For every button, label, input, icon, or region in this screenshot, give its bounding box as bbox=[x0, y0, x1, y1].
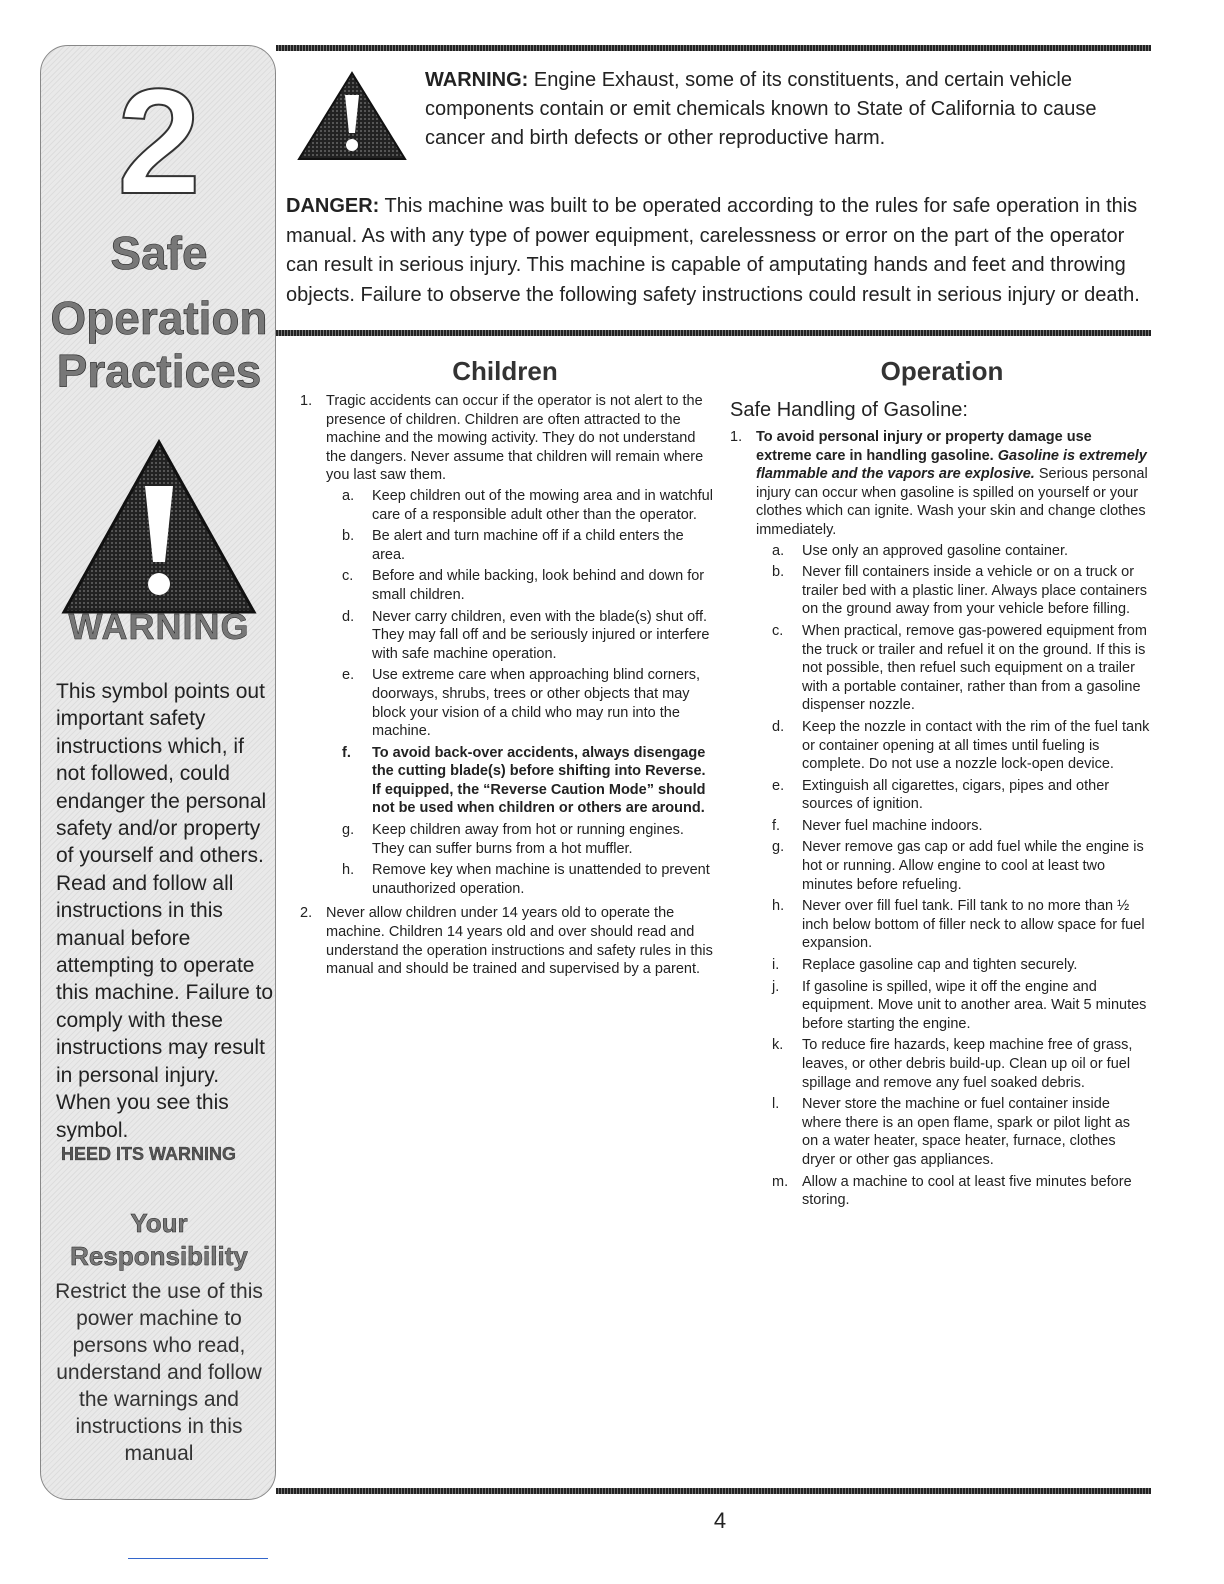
sub-item-letter: b. bbox=[772, 564, 785, 581]
danger-text: This machine was built to be operated according to the rules for safe operation in this manual. As with any type of power equipment, carelessness or error on the part of the operator can result in serious injury. This machine is capable of amputating hands and feet and throwing objects. Failure to observe the following safety instructions could result in serious injury or death. bbox=[286, 195, 1140, 306]
page-number: 4 bbox=[713, 1508, 727, 1533]
sub-item-text: If gasoline is spilled, wipe it off the engine and equipment. Move unit to another area. Wait 5 minutes before starting the engine. bbox=[802, 978, 1147, 1032]
sub-item bbox=[326, 861, 718, 898]
item-number: 1. bbox=[730, 429, 743, 445]
sidebar-panel bbox=[40, 45, 276, 1500]
footer-line bbox=[128, 1558, 268, 1559]
item-text-regular: Serious personal injury can occur when gasoline is spilled on yourself or your clothes which can ignite. Wash your skin and change clothes immediately. bbox=[756, 466, 1148, 538]
sub-item-letter: f. bbox=[342, 744, 351, 761]
warning-lead: WARNING: bbox=[425, 69, 529, 91]
responsibility-heading-your: Your bbox=[130, 1208, 188, 1238]
sub-item-letter: e. bbox=[772, 777, 785, 794]
sub-item-text: To reduce fire hazards, keep machine free of grass, leaves, or other debris build-up. Clean up oil or fuel spillage and remove any fuel soaked debris. bbox=[802, 1037, 1133, 1091]
warning-text: Engine Exhaust, some of its constituents, and certain vehicle components contain or emit chemicals known to State of California to cause cancer and birth defects or other reproductive harm. bbox=[425, 69, 1097, 149]
sub-item-letter: d. bbox=[772, 718, 785, 735]
sub-item-letter: h. bbox=[342, 862, 355, 879]
list-item bbox=[300, 392, 718, 901]
sub-item-letter: f. bbox=[772, 817, 781, 834]
sub-item bbox=[326, 487, 718, 524]
danger-notice bbox=[286, 192, 1146, 310]
sub-item-text: Use only an approved gasoline container. bbox=[802, 542, 1069, 559]
item-text bbox=[756, 428, 1150, 540]
sub-item bbox=[756, 817, 1150, 836]
sub-item-text: Never store the machine or fuel container inside where there is an open flame, spark or pilot light as on a water heater, space heater, furnace, clothes dryer or other gas appliances. bbox=[802, 1096, 1131, 1168]
sub-item-text: When practical, remove gas-powered equipment from the truck or trailer and refuel it on the ground. If this is not possible, then refuel such equipment on a trailer with a portable container, rather than from a gasoline dispenser nozzle. bbox=[802, 622, 1147, 714]
sub-item bbox=[756, 838, 1150, 894]
sub-item bbox=[756, 542, 1150, 561]
sub-item-letter: i. bbox=[772, 957, 780, 974]
children-section bbox=[300, 392, 718, 982]
gasoline-subheading: Safe Handling of Gasoline: bbox=[730, 399, 968, 421]
sub-item-letter: g. bbox=[342, 822, 355, 839]
sub-item-letter: c. bbox=[772, 622, 784, 639]
sub-item-letter: m. bbox=[772, 1173, 789, 1190]
sub-item-text: Be alert and turn machine off if a child enters the area. bbox=[372, 528, 684, 563]
sub-item bbox=[756, 897, 1150, 953]
sub-item bbox=[756, 978, 1150, 1034]
california-warning bbox=[425, 66, 1140, 153]
children-heading: Children bbox=[452, 356, 558, 386]
sub-item-text: Replace gasoline cap and tighten securely. bbox=[802, 957, 1078, 974]
sub-item bbox=[756, 563, 1150, 619]
item-text: Tragic accidents can occur if the operator is not alert to the presence of children. Children are often attracted to the machine and the mowing activity. They do not understand the dangers. Never assume that children will remain where you last saw them. bbox=[326, 393, 704, 484]
sub-item-text: To avoid back-over accidents, always disengage the cutting blade(s) before shifting into Reverse. If equipped, the “Reverse Caution Mode” should not be used when children or others are around. bbox=[372, 744, 706, 817]
warning-triangle-icon bbox=[59, 434, 259, 634]
item-number: 2. bbox=[300, 905, 313, 922]
sub-item-letter: e. bbox=[342, 667, 355, 684]
sub-item-letter: a. bbox=[772, 542, 785, 559]
sub-item-text: Never fuel machine indoors. bbox=[802, 817, 983, 834]
sub-item-text: Never remove gas cap or add fuel while the engine is hot or running. Allow engine to cool at least two minutes before refueling. bbox=[802, 839, 1144, 893]
sub-item-text: Keep children away from hot or running engines. They can suffer burns from a hot muffler. bbox=[372, 822, 684, 857]
item-text: Never allow children under 14 years old to operate the machine. Children 14 years old and over should read and understand the operation instructions and safety rules in this manual and should be trained and supervised by a parent. bbox=[326, 905, 713, 978]
sub-item bbox=[326, 608, 718, 664]
chapter-title-safe: Safe bbox=[110, 227, 208, 279]
item-text-bold: To avoid personal injury or property damage use extreme care in handling gasoline. bbox=[756, 429, 1092, 464]
sub-item-letter: h. bbox=[772, 898, 785, 915]
sub-item bbox=[756, 1173, 1150, 1210]
sub-item-letter: k. bbox=[772, 1037, 784, 1054]
symbol-explanation: This symbol points out important safety instructions which, if not followed, could endanger the personal safety and/or property of yourself and others. Read and follow all instructions in this manual before attempting to operate this machine. Failure to comply with these instructions may result in personal injury. When you see this symbol. bbox=[56, 680, 274, 1142]
sub-item bbox=[756, 956, 1150, 975]
sub-item-text: Before and while backing, look behind and down for small children. bbox=[372, 568, 705, 603]
operation-section bbox=[730, 398, 1150, 1216]
sub-item-text: Remove key when machine is unattended to prevent unauthorized operation. bbox=[372, 862, 710, 897]
sub-item-letter: a. bbox=[342, 487, 355, 504]
sub-item-text: Never carry children, even with the blade(s) shut off. They may fall off and be seriously injured or interfere with safe machine operation. bbox=[372, 608, 710, 662]
sub-item-text: Never over fill fuel tank. Fill tank to no more than ½ inch below bottom of filler neck to allow space for fuel expansion. bbox=[802, 898, 1145, 952]
sub-item bbox=[326, 666, 718, 740]
sub-item bbox=[756, 1036, 1150, 1092]
sub-item-text: Never fill containers inside a vehicle or on a truck or trailer bed with a plastic liner. Always place containers on the ground away from your vehicle before filling. bbox=[802, 564, 1147, 618]
warning-label: WARNING bbox=[68, 606, 250, 647]
sub-item bbox=[326, 567, 718, 604]
heed-warning-label: HEED ITS WARNING bbox=[61, 1144, 237, 1164]
chapter-number: 2 bbox=[117, 57, 201, 225]
warning-triangle-icon bbox=[296, 70, 408, 162]
list-item bbox=[730, 428, 1150, 1213]
sub-item-text: Extinguish all cigarettes, cigars, pipes and other sources of ignition. bbox=[802, 777, 1110, 813]
sub-item-text: Keep children out of the mowing area and in watchful care of a responsible adult other than the operator. bbox=[372, 487, 713, 523]
responsibility-heading: Responsibility bbox=[70, 1241, 248, 1271]
responsibility-text: Restrict the use of this power machine to persons who read, understand and follow the warnings and instructions in this manual bbox=[55, 1280, 263, 1465]
middle-divider bbox=[276, 330, 1151, 336]
sub-item bbox=[756, 777, 1150, 814]
top-divider bbox=[276, 45, 1151, 51]
sub-item-letter: c. bbox=[342, 568, 354, 585]
sub-item-letter: j. bbox=[772, 978, 780, 995]
item-number: 1. bbox=[300, 393, 313, 409]
sub-item bbox=[756, 622, 1150, 715]
sub-item bbox=[326, 744, 718, 818]
list-item bbox=[300, 904, 718, 978]
sub-item-text: Keep the nozzle in contact with the rim of the fuel tank or container opening at all times until fueling is complete. Do not use a nozzle lock-open device. bbox=[802, 718, 1150, 773]
sub-item-letter: d. bbox=[342, 608, 355, 625]
item-text-bold-italic: Gasoline is extremely flammable and the vapors are explosive. bbox=[756, 447, 1147, 483]
sub-item bbox=[326, 527, 718, 564]
sub-item-letter: l. bbox=[772, 1096, 780, 1113]
danger-lead: DANGER: bbox=[286, 195, 380, 217]
sub-item-letter: b. bbox=[342, 528, 355, 545]
sub-item bbox=[326, 821, 718, 858]
chapter-title-operation: Operation bbox=[50, 292, 268, 344]
chapter-title-practices: Practices bbox=[56, 345, 262, 397]
operation-heading: Operation bbox=[880, 356, 1004, 386]
sub-item bbox=[756, 718, 1150, 774]
sub-item-text: Allow a machine to cool at least five minutes before storing. bbox=[802, 1173, 1132, 1209]
sub-item-text: Use extreme care when approaching blind corners, doorways, shrubs, trees or other objects that may block your vision of a child who may run into the machine. bbox=[372, 667, 701, 740]
sub-item-letter: g. bbox=[772, 839, 785, 856]
sub-item bbox=[756, 1095, 1150, 1169]
bottom-divider bbox=[276, 1488, 1151, 1494]
